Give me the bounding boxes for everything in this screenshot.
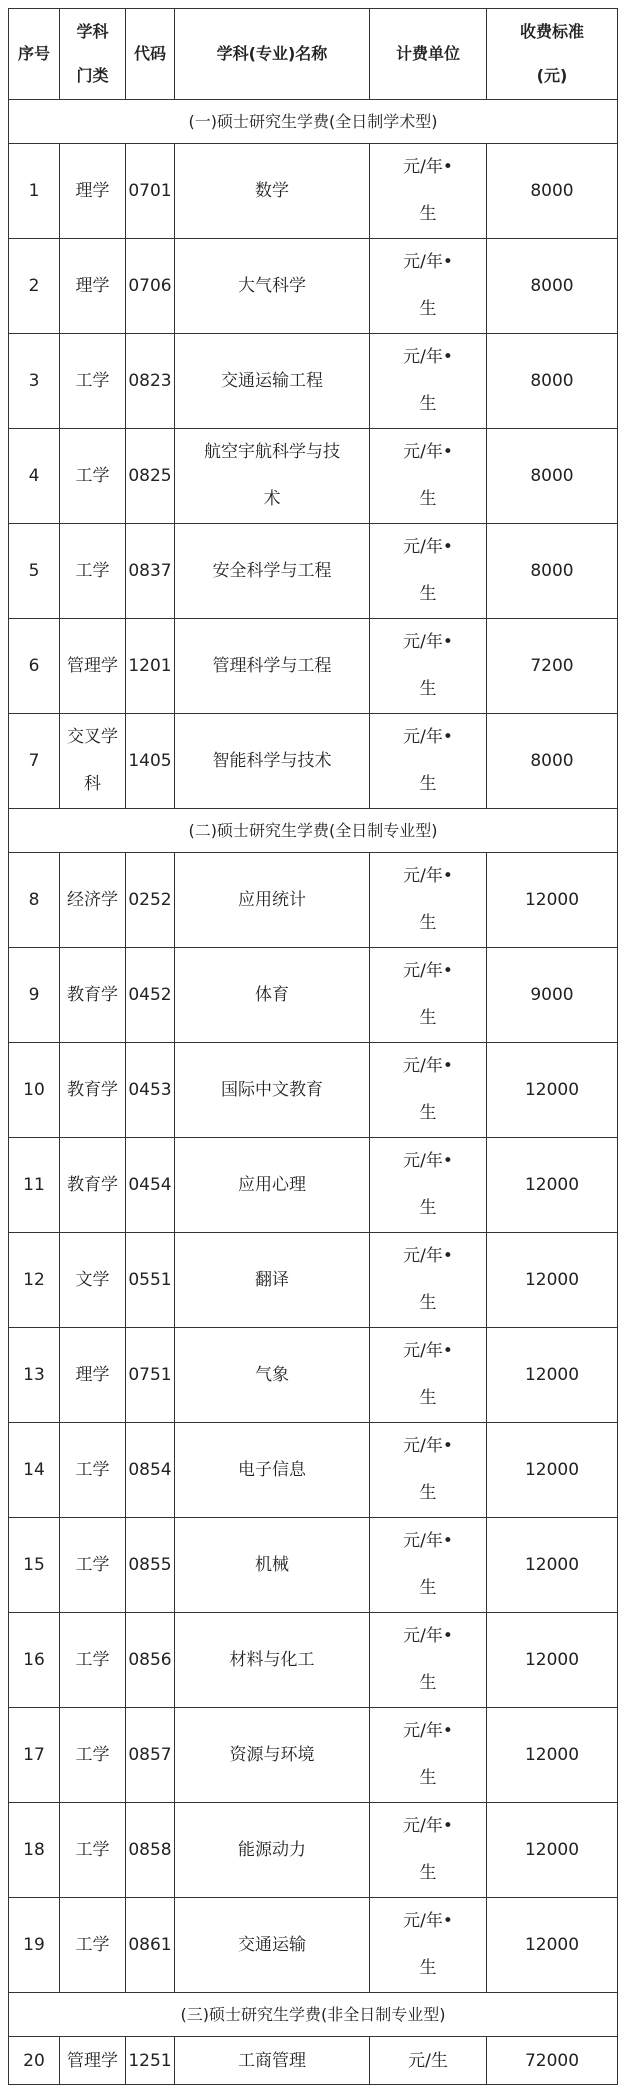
cell-category: 工学 [60,1708,126,1803]
cell-unit: 元/年•生 [370,524,487,619]
table-row [9,714,618,809]
cell-name: 管理科学与工程 [175,619,370,714]
cell-name: 国际中文教育 [175,1043,370,1138]
cell-fee: 12000 [487,1708,618,1803]
cell-fee: 7200 [487,619,618,714]
cell-fee: 12000 [487,1328,618,1423]
cell-category: 工学 [60,1898,126,1993]
cell-category: 工学 [60,1518,126,1613]
cell-category: 管理学 [60,2037,126,2085]
table-row [9,619,618,714]
header-category: 学科门类 [60,9,126,100]
cell-name: 数学 [175,144,370,239]
cell-code: 0837 [126,524,175,619]
table-row [9,334,618,429]
cell-fee: 72000 [487,2037,618,2085]
cell-no: 17 [9,1708,60,1803]
cell-no: 6 [9,619,60,714]
cell-no: 7 [9,714,60,809]
tuition-fee-table [8,8,618,2085]
cell-no: 18 [9,1803,60,1898]
table-row [9,1518,618,1613]
cell-no: 12 [9,1233,60,1328]
cell-fee: 8000 [487,524,618,619]
cell-code: 0861 [126,1898,175,1993]
table-row [9,1423,618,1518]
cell-unit: 元/年•生 [370,1138,487,1233]
cell-name: 资源与环境 [175,1708,370,1803]
cell-fee: 12000 [487,1043,618,1138]
cell-unit: 元/年•生 [370,1423,487,1518]
cell-name: 能源动力 [175,1803,370,1898]
cell-fee: 12000 [487,1613,618,1708]
header-row [9,9,618,100]
cell-category: 教育学 [60,1043,126,1138]
cell-name: 材料与化工 [175,1613,370,1708]
cell-category: 工学 [60,334,126,429]
cell-name: 气象 [175,1328,370,1423]
cell-unit: 元/年•生 [370,948,487,1043]
cell-category: 工学 [60,1423,126,1518]
cell-unit: 元/年•生 [370,853,487,948]
cell-no: 20 [9,2037,60,2085]
table-row [9,429,618,524]
cell-fee: 8000 [487,714,618,809]
header-code: 代码 [126,9,175,100]
cell-no: 8 [9,853,60,948]
table-row [9,853,618,948]
cell-no: 11 [9,1138,60,1233]
cell-code: 0855 [126,1518,175,1613]
cell-unit: 元/年•生 [370,429,487,524]
cell-name: 交通运输工程 [175,334,370,429]
table-row [9,2037,618,2085]
cell-name: 翻译 [175,1233,370,1328]
table-row [9,1328,618,1423]
cell-unit: 元/年•生 [370,239,487,334]
section-header-row [9,1993,618,2037]
cell-code: 0706 [126,239,175,334]
cell-category: 理学 [60,239,126,334]
cell-fee: 12000 [487,1138,618,1233]
cell-code: 0854 [126,1423,175,1518]
cell-name: 大气科学 [175,239,370,334]
cell-no: 14 [9,1423,60,1518]
section-title: (二)硕士研究生学费(全日制专业型) [9,809,618,853]
cell-fee: 12000 [487,1423,618,1518]
cell-no: 19 [9,1898,60,1993]
cell-category: 教育学 [60,948,126,1043]
cell-no: 3 [9,334,60,429]
cell-name: 体育 [175,948,370,1043]
section-title: (三)硕士研究生学费(非全日制专业型) [9,1993,618,2037]
cell-code: 0857 [126,1708,175,1803]
table-row [9,144,618,239]
cell-unit: 元/年•生 [370,1803,487,1898]
cell-no: 2 [9,239,60,334]
cell-code: 0825 [126,429,175,524]
cell-unit: 元/年•生 [370,619,487,714]
cell-unit: 元/年•生 [370,1613,487,1708]
cell-code: 0551 [126,1233,175,1328]
cell-name: 智能科学与技术 [175,714,370,809]
cell-fee: 8000 [487,429,618,524]
cell-fee: 12000 [487,1898,618,1993]
cell-name: 工商管理 [175,2037,370,2085]
table-row [9,1043,618,1138]
cell-name: 航空宇航科学与技术 [175,429,370,524]
cell-code: 0856 [126,1613,175,1708]
cell-fee: 12000 [487,1518,618,1613]
cell-name: 应用统计 [175,853,370,948]
cell-category: 管理学 [60,619,126,714]
cell-category: 理学 [60,144,126,239]
cell-unit: 元/年•生 [370,714,487,809]
table-row [9,1898,618,1993]
cell-name: 应用心理 [175,1138,370,1233]
cell-unit: 元/年•生 [370,334,487,429]
table-row [9,1803,618,1898]
cell-unit: 元/年•生 [370,1518,487,1613]
cell-no: 16 [9,1613,60,1708]
cell-unit: 元/生 [370,2037,487,2085]
cell-code: 0252 [126,853,175,948]
cell-unit: 元/年•生 [370,1898,487,1993]
cell-no: 13 [9,1328,60,1423]
section-header-row [9,100,618,144]
table-row [9,524,618,619]
section-header-row [9,809,618,853]
cell-fee: 12000 [487,1233,618,1328]
cell-category: 理学 [60,1328,126,1423]
cell-no: 10 [9,1043,60,1138]
cell-category: 工学 [60,1803,126,1898]
cell-category: 经济学 [60,853,126,948]
cell-no: 5 [9,524,60,619]
cell-code: 0858 [126,1803,175,1898]
table-row [9,1613,618,1708]
cell-fee: 12000 [487,853,618,948]
cell-name: 电子信息 [175,1423,370,1518]
table-body [9,100,618,2085]
cell-no: 9 [9,948,60,1043]
cell-code: 0701 [126,144,175,239]
header-no: 序号 [9,9,60,100]
cell-name: 安全科学与工程 [175,524,370,619]
cell-unit: 元/年•生 [370,1233,487,1328]
table-row [9,1233,618,1328]
cell-fee: 8000 [487,334,618,429]
cell-name: 机械 [175,1518,370,1613]
cell-code: 0452 [126,948,175,1043]
cell-code: 0823 [126,334,175,429]
cell-fee: 8000 [487,239,618,334]
cell-unit: 元/年•生 [370,1043,487,1138]
cell-unit: 元/年•生 [370,144,487,239]
cell-fee: 8000 [487,144,618,239]
cell-category: 交叉学科 [60,714,126,809]
cell-name: 交通运输 [175,1898,370,1993]
cell-code: 0454 [126,1138,175,1233]
cell-no: 1 [9,144,60,239]
table-row [9,948,618,1043]
section-title: (一)硕士研究生学费(全日制学术型) [9,100,618,144]
cell-code: 1251 [126,2037,175,2085]
cell-unit: 元/年•生 [370,1708,487,1803]
cell-fee: 12000 [487,1803,618,1898]
cell-unit: 元/年•生 [370,1328,487,1423]
cell-code: 1201 [126,619,175,714]
table-row [9,239,618,334]
header-name: 学科(专业)名称 [175,9,370,100]
cell-category: 工学 [60,524,126,619]
header-unit: 计费单位 [370,9,487,100]
cell-code: 0751 [126,1328,175,1423]
table-row [9,1138,618,1233]
cell-code: 1405 [126,714,175,809]
cell-category: 教育学 [60,1138,126,1233]
cell-no: 4 [9,429,60,524]
cell-code: 0453 [126,1043,175,1138]
cell-no: 15 [9,1518,60,1613]
cell-category: 文学 [60,1233,126,1328]
header-fee: 收费标准(元) [487,9,618,100]
cell-fee: 9000 [487,948,618,1043]
cell-category: 工学 [60,1613,126,1708]
table-row [9,1708,618,1803]
cell-category: 工学 [60,429,126,524]
